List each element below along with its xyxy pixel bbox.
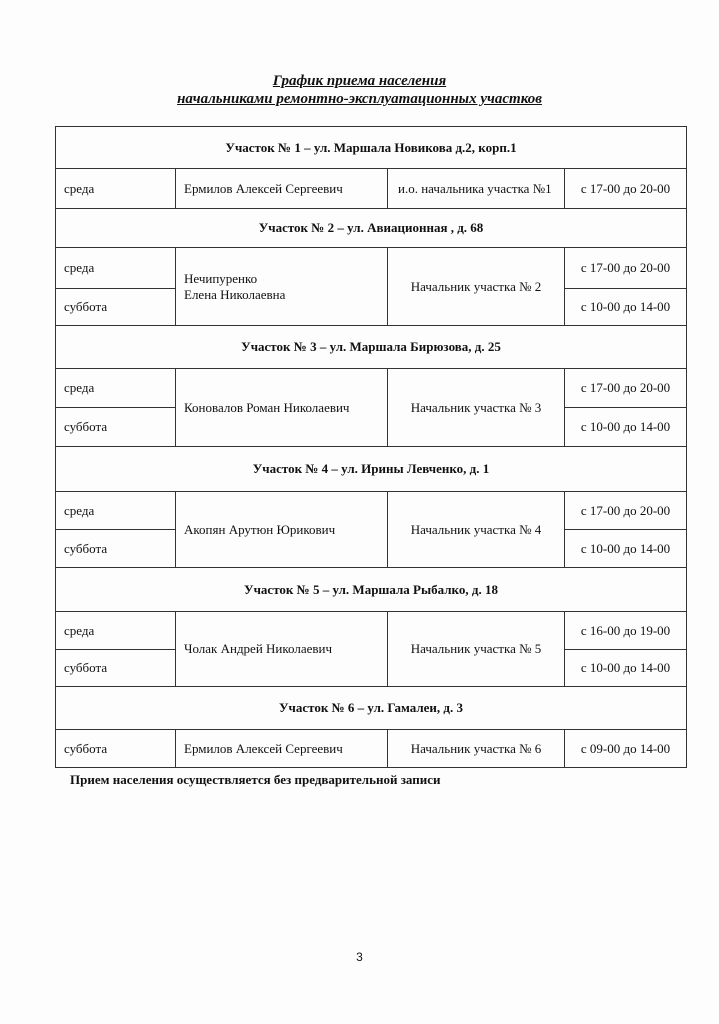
day-cell: суббота — [56, 730, 176, 768]
section-header-row — [56, 687, 687, 730]
table-row — [56, 248, 687, 289]
position-cell: Начальник участка № 5 — [388, 612, 565, 687]
position-cell: Начальник участка № 3 — [388, 369, 565, 447]
position-cell: Начальник участка № 6 — [388, 730, 565, 768]
doc-title-line1: График приема населения — [272, 73, 447, 89]
day-cell: среда — [56, 492, 176, 530]
section-header: Участок № 3 – ул. Маршала Бирюзова, д. 25 — [56, 326, 687, 369]
table-row — [56, 169, 687, 209]
table-row — [56, 369, 687, 408]
position-cell: Начальник участка № 2 — [388, 248, 565, 326]
section-header: Участок № 5 – ул. Маршала Рыбалко, д. 18 — [56, 568, 687, 612]
page-number: 3 — [356, 950, 363, 964]
day-cell: суббота — [56, 650, 176, 687]
section-header: Участок № 2 – ул. Авиационная , д. 68 — [56, 209, 687, 248]
section-header-row — [56, 127, 687, 169]
section-header: Участок № 4 – ул. Ирины Левченко, д. 1 — [56, 447, 687, 492]
footnote: Прием населения осуществляется без предварительной записи — [70, 772, 441, 787]
day-cell: среда — [56, 248, 176, 289]
table-row — [56, 730, 687, 768]
name-cell: Ермилов Алексей Сергеевич — [176, 169, 388, 209]
time-cell: с 17-00 до 20-00 — [565, 369, 687, 408]
section-header-row — [56, 568, 687, 612]
section-header-row — [56, 209, 687, 248]
doc-title-line2: начальниками ремонтно-эксплуатационных участков — [177, 91, 542, 107]
day-cell: среда — [56, 369, 176, 408]
time-cell: с 10-00 до 14-00 — [565, 408, 687, 447]
table-row — [56, 612, 687, 650]
table-row — [56, 492, 687, 530]
time-cell: с 10-00 до 14-00 — [565, 289, 687, 326]
name-cell: Коновалов Роман Николаевич — [176, 369, 388, 447]
time-cell: с 16-00 до 19-00 — [565, 612, 687, 650]
time-cell: с 17-00 до 20-00 — [565, 248, 687, 289]
name-cell: Акопян Арутюн Юрикович — [176, 492, 388, 568]
section-header: Участок № 6 – ул. Гамалеи, д. 3 — [56, 687, 687, 730]
position-cell: и.о. начальника участка №1 — [388, 169, 565, 209]
name-cell — [176, 248, 388, 326]
name-line: Елена Николаевна — [184, 286, 286, 302]
day-cell: среда — [56, 612, 176, 650]
section-header-row — [56, 326, 687, 369]
schedule-table — [55, 126, 687, 768]
day-cell: суббота — [56, 408, 176, 447]
time-cell: с 17-00 до 20-00 — [565, 492, 687, 530]
section-header-row — [56, 447, 687, 492]
time-cell: с 10-00 до 14-00 — [565, 650, 687, 687]
name-cell: Чолак Андрей Николаевич — [176, 612, 388, 687]
time-cell: с 09-00 до 14-00 — [565, 730, 687, 768]
name-cell: Ермилов Алексей Сергеевич — [176, 730, 388, 768]
name-line: Нечипуренко — [184, 270, 258, 286]
day-cell: суббота — [56, 530, 176, 568]
position-cell: Начальник участка № 4 — [388, 492, 565, 568]
time-cell: с 10-00 до 14-00 — [565, 530, 687, 568]
day-cell: среда — [56, 169, 176, 209]
section-header: Участок № 1 – ул. Маршала Новикова д.2, корп.1 — [56, 127, 687, 169]
day-cell: суббота — [56, 289, 176, 326]
time-cell: с 17-00 до 20-00 — [565, 169, 687, 209]
